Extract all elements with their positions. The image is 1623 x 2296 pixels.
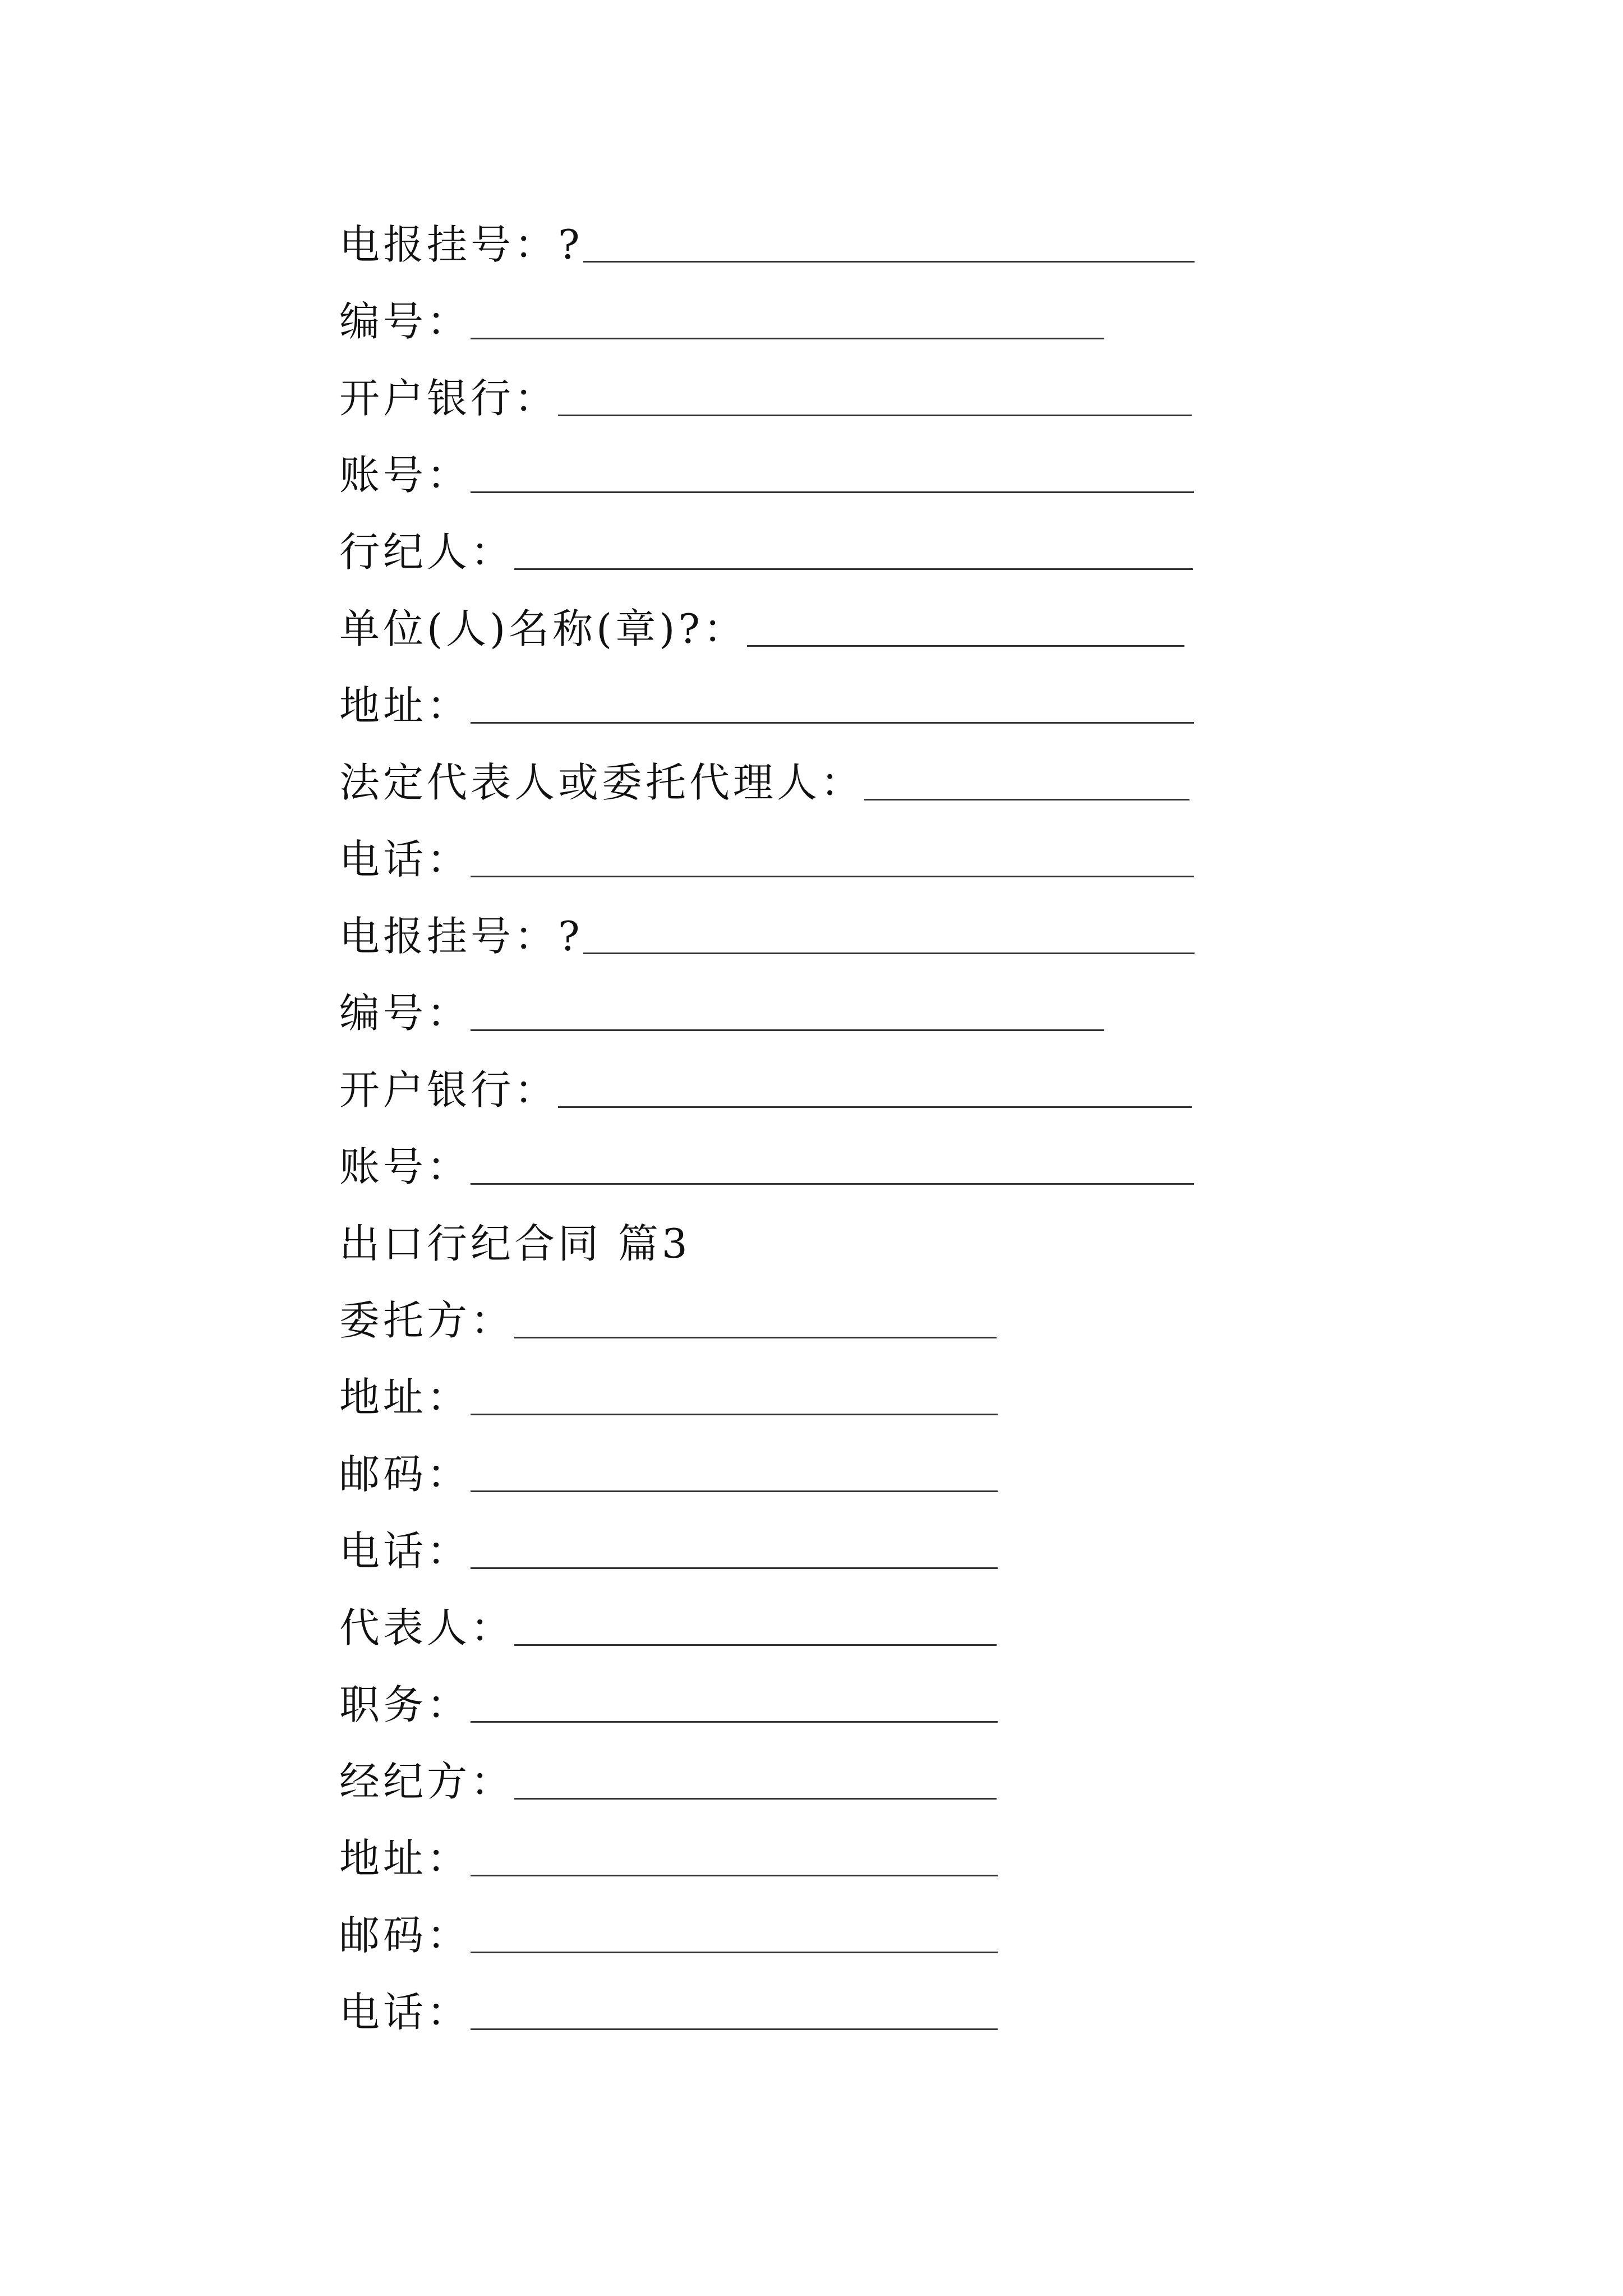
field-phone-3 xyxy=(339,1970,998,2037)
field-label: 电话： xyxy=(339,1989,471,2036)
field-position xyxy=(339,1662,998,1729)
section-heading-text: 出口行纪合同 篇3 xyxy=(339,1220,691,1267)
fill-blank xyxy=(471,337,1104,339)
fill-blank xyxy=(747,645,1184,647)
fill-blank xyxy=(864,798,1189,800)
field-label: 邮码： xyxy=(339,1451,471,1498)
field-telegraph-2 xyxy=(339,894,1195,961)
fill-blank xyxy=(471,1567,998,1569)
field-address-1 xyxy=(339,663,1194,730)
field-label: 地址： xyxy=(339,1374,471,1421)
field-label: 职务： xyxy=(339,1681,471,1728)
field-unit-name xyxy=(339,586,1184,654)
field-label: 账号： xyxy=(339,452,471,499)
field-label: 编号： xyxy=(339,298,471,345)
fill-blank xyxy=(471,2028,998,2030)
field-label: 邮码： xyxy=(339,1912,471,1959)
field-client xyxy=(339,1278,997,1345)
field-postcode-2 xyxy=(339,1893,998,1960)
field-label: 开户银行： xyxy=(339,1066,559,1114)
field-label: 法定代表人或委托代理人： xyxy=(339,759,865,806)
fill-blank xyxy=(514,1644,997,1646)
fill-blank xyxy=(514,568,1193,570)
fill-blank xyxy=(471,875,1194,877)
field-postcode-1 xyxy=(339,1432,998,1499)
field-agent xyxy=(339,509,1193,577)
fill-blank xyxy=(558,1106,1192,1108)
field-label: 委托方： xyxy=(339,1297,515,1344)
field-representative xyxy=(339,1585,997,1653)
field-label: 经纪方： xyxy=(339,1758,515,1805)
fill-blank xyxy=(471,1029,1104,1031)
fill-blank xyxy=(558,414,1192,416)
field-number-2 xyxy=(339,970,1104,1038)
field-label: 地址： xyxy=(339,682,471,729)
field-phone-1 xyxy=(339,817,1194,884)
fill-blank xyxy=(471,1874,998,1876)
field-label: 地址： xyxy=(339,1835,471,1882)
field-label: 编号： xyxy=(339,990,471,1037)
field-label: 代表人： xyxy=(339,1604,515,1651)
fill-blank xyxy=(514,1336,997,1338)
fill-blank xyxy=(583,260,1195,263)
fill-blank xyxy=(583,952,1195,954)
field-label: 单位(人)名称(章)?： xyxy=(339,605,747,652)
field-label: 电话： xyxy=(339,1527,471,1575)
fill-blank xyxy=(471,491,1194,493)
field-label: 电报挂号：? xyxy=(339,913,583,960)
field-account-1 xyxy=(339,432,1194,500)
field-telegraph-1 xyxy=(339,202,1195,269)
fill-blank xyxy=(471,721,1194,724)
field-bank-2 xyxy=(339,1047,1192,1115)
field-phone-2 xyxy=(339,1508,998,1576)
field-broker xyxy=(339,1739,997,1806)
field-label: 开户银行： xyxy=(339,375,559,422)
field-legal-rep xyxy=(339,740,1189,807)
field-number-1 xyxy=(339,279,1104,346)
field-address-3 xyxy=(339,1816,998,1883)
fill-blank xyxy=(471,1490,998,1492)
field-address-2 xyxy=(339,1355,998,1422)
fill-blank xyxy=(471,1951,998,1953)
field-account-2 xyxy=(339,1124,1194,1191)
field-bank-1 xyxy=(339,356,1192,423)
section-heading xyxy=(339,1201,691,1268)
fill-blank xyxy=(514,1797,997,1800)
field-label: 账号： xyxy=(339,1143,471,1190)
fill-blank xyxy=(471,1720,998,1723)
field-label: 电话： xyxy=(339,836,471,883)
fill-blank xyxy=(471,1182,1194,1185)
fill-blank xyxy=(471,1413,998,1415)
field-label: 电报挂号：? xyxy=(339,221,583,268)
field-label: 行纪人： xyxy=(339,528,515,576)
